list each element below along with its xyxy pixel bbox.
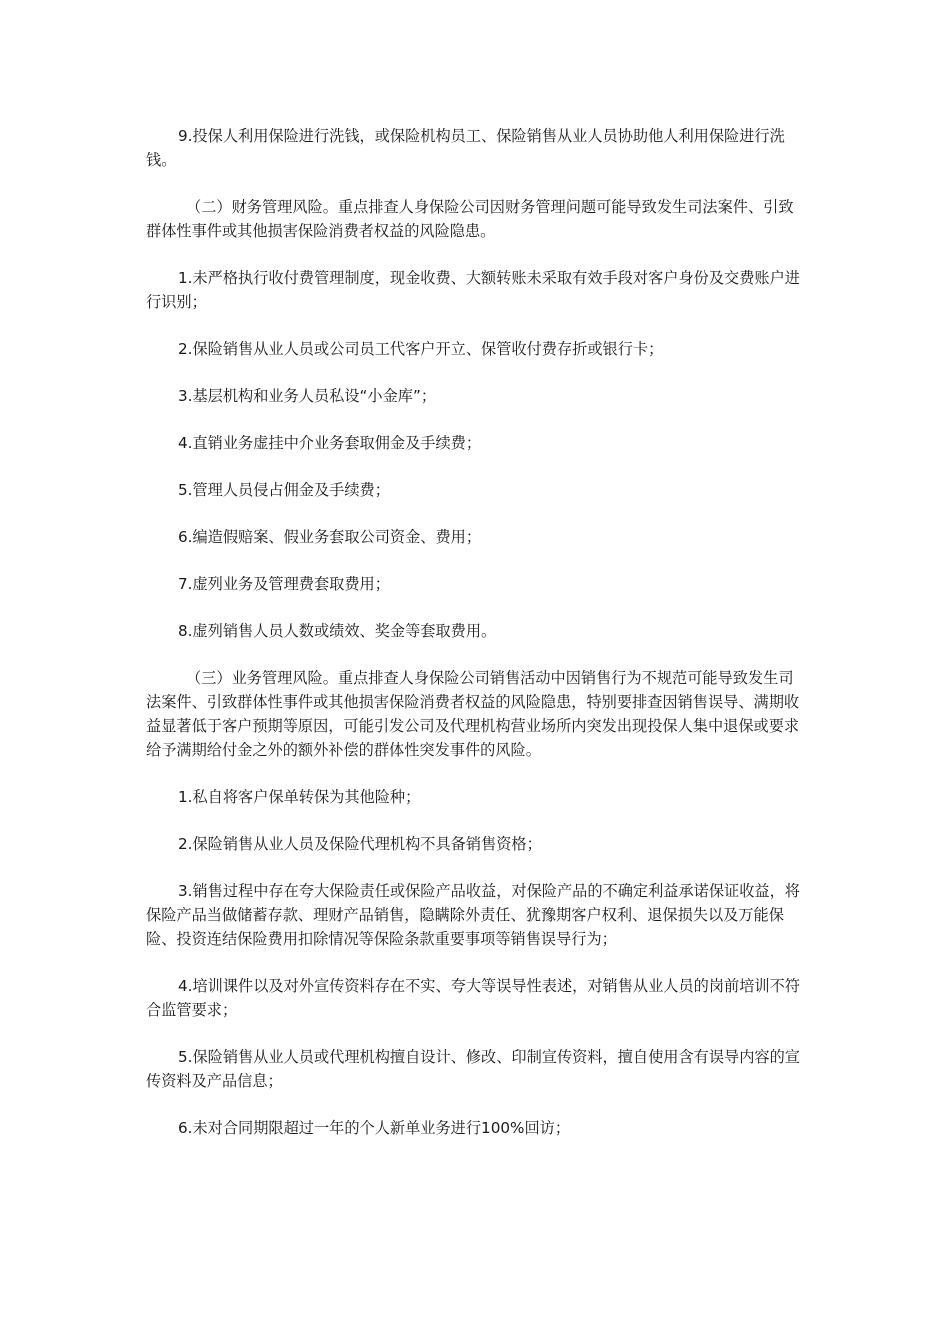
paragraph-item-2-qualification: 2.保险销售从业人员及保险代理机构不具备销售资格； <box>178 835 542 853</box>
paragraph-item-7-fake-expenses: 7.虚列业务及管理费套取费用； <box>178 575 390 593</box>
paragraph-item-4-training-materials: 4.培训课件以及对外宣传资料存在不实、夸大等误导性表述，对销售从业人员的岗前培训不符合监管要求； <box>146 977 800 1019</box>
paragraph-item-1-payment-management: 1.未严格执行收付费管理制度，现金收费、大额转账未采取有效手段对客户身份及交费账户进行识别； <box>146 269 800 311</box>
paragraph-item-3-misleading-sales: 3.销售过程中存在夸大保险责任或保险产品收益，对保险产品的不确定利益承诺保证收益，将保险产品当做储蓄存款、理财产品销售，隐瞒除外责任、犹豫期客户权利、退保损失以及万能保险、投资连结保险费用扣除情况等保险条款重要事项等销售误导行为； <box>146 882 800 948</box>
paragraph-item-5-commission: 5.管理人员侵占佣金及手续费； <box>178 481 390 499</box>
paragraph-item-5-promo-materials: 5.保险销售从业人员或代理机构擅自设计、修改、印制宣传资料，擅自使用含有误导内容的宣传资料及产品信息； <box>146 1048 800 1090</box>
paragraph-item-2-bank-cards: 2.保险销售从业人员或公司员工代客户开立、保管收付费存折或银行卡； <box>178 340 664 358</box>
document-body <box>146 124 806 1163</box>
section-heading-business-risk: （三）业务管理风险。重点排查人身保险公司销售活动中因销售行为不规范可能导致发生司法案件、引致群体性事件或其他损害保险消费者权益的风险隐患，特别要排查因销售误导、满期收益显著低于客户预期等原因，可能引发公司及代理机构营业场所内突发出现投保人集中退保或要求给予满期给付金之外的额外补偿的群体性突发事件的风险。 <box>146 669 800 759</box>
paragraph-item-3-slush-fund: 3.基层机构和业务人员私设“小金库”； <box>178 387 437 405</box>
paragraph-item-1-policy-transfer: 1.私自将客户保单转保为其他险种； <box>178 788 421 806</box>
paragraph-item-4-direct-sales: 4.直销业务虚挂中介业务套取佣金及手续费； <box>178 434 482 452</box>
paragraph-item-6-fake-claims: 6.编造假赔案、假业务套取公司资金、费用； <box>178 528 482 546</box>
paragraph-item-8-fake-staff: 8.虚列销售人员人数或绩效、奖金等套取费用。 <box>178 622 497 640</box>
paragraph-item-6-callback: 6.未对合同期限超过一年的个人新单业务进行100%回访； <box>178 1119 571 1137</box>
section-heading-financial-risk: （二）财务管理风险。重点排查人身保险公司因财务管理问题可能导致发生司法案件、引致群体性事件或其他损害保险消费者权益的风险隐患。 <box>146 198 794 240</box>
paragraph-item-9-money-laundering: 9.投保人利用保险进行洗钱，或保险机构员工、保险销售从业人员协助他人利用保险进行洗钱。 <box>146 127 785 169</box>
